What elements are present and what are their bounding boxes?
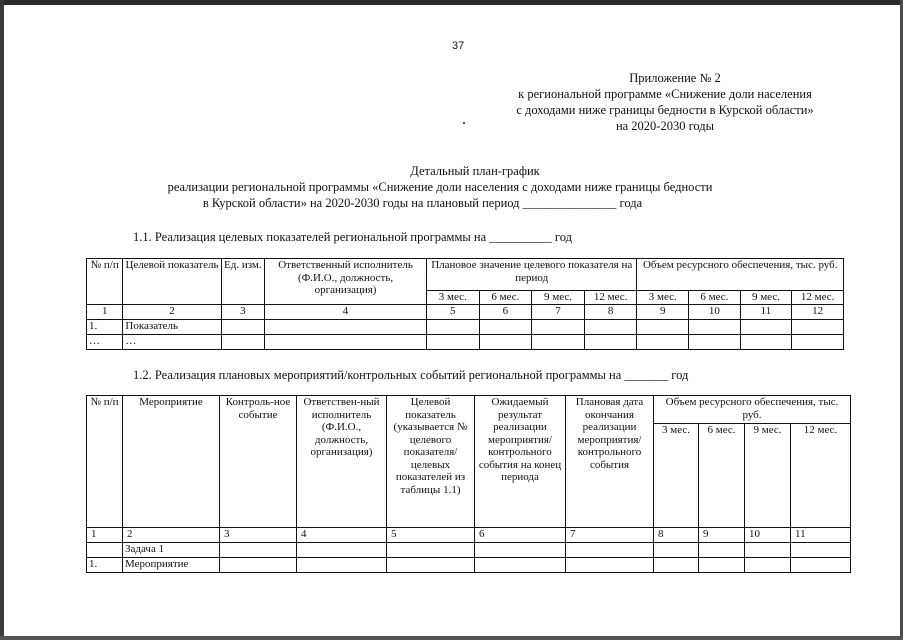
t2-header-num: № п/п <box>87 396 123 528</box>
table-cell: Задача 1 <box>123 543 220 558</box>
t2-index-cell: 7 <box>566 528 654 543</box>
table-cell <box>265 319 427 334</box>
t1-header-executor: Ответственный исполнитель (Ф.И.О., должность, организация) <box>265 259 427 305</box>
t1-index-cell: 6 <box>479 304 532 319</box>
title-line-1: Детальный план-график <box>410 164 540 178</box>
t2-index-row <box>87 528 851 543</box>
table-cell <box>791 543 851 558</box>
table-cell <box>654 558 699 573</box>
t1-index-cell: 8 <box>584 304 637 319</box>
table-cell: … <box>87 334 123 349</box>
t1-period: 9 мес. <box>532 291 585 305</box>
t1-header-plan: Плановое значение целевого показателя на период <box>426 259 636 291</box>
t2-header-result: Ожидаемый результат реализации мероприятия/ контрольного события на конец периода <box>475 396 566 528</box>
t2-period: 12 мес. <box>791 424 851 528</box>
section-1-heading: 1.1. Реализация целевых показателей региональной программы на __________ год <box>133 230 572 244</box>
table-cell <box>745 543 791 558</box>
t1-index-row <box>87 304 844 319</box>
t2-period: 9 мес. <box>745 424 791 528</box>
section-2-heading: 1.2. Реализация плановых мероприятий/контрольных событий региональной программы на _______ год <box>133 368 689 382</box>
table-cell <box>745 558 791 573</box>
table-cell <box>387 543 475 558</box>
table-cell <box>297 543 387 558</box>
table-cell <box>532 319 585 334</box>
appendix-line-2: к региональной программе «Снижение доли населения <box>518 87 812 101</box>
table-cell <box>221 319 265 334</box>
table-cell: 1. <box>87 558 123 573</box>
t1-header-resources: Объем ресурсного обеспечения, тыс. руб. <box>637 259 844 291</box>
activities-table <box>86 395 851 573</box>
scan-edge-top <box>0 0 903 5</box>
table-cell <box>87 543 123 558</box>
table2-header-row <box>87 396 851 424</box>
table1-header-row <box>87 259 844 291</box>
t1-index-cell: 4 <box>265 304 427 319</box>
t2-index-cell: 9 <box>699 528 745 543</box>
t2-index-cell: 11 <box>791 528 851 543</box>
table-cell <box>792 334 844 349</box>
table-cell <box>637 319 689 334</box>
table-cell <box>584 334 637 349</box>
table-cell <box>220 558 297 573</box>
t2-index-cell: 10 <box>745 528 791 543</box>
table-cell <box>740 334 792 349</box>
table-cell <box>792 319 844 334</box>
table-cell <box>740 319 792 334</box>
table-cell: … <box>123 334 221 349</box>
table-row <box>87 319 844 334</box>
t1-period: 6 мес. <box>689 291 741 305</box>
table-cell <box>387 558 475 573</box>
table-cell <box>699 558 745 573</box>
t1-header-num: № п/п <box>87 259 123 305</box>
table-cell: Мероприятие <box>123 558 220 573</box>
t2-index-cell: 6 <box>475 528 566 543</box>
appendix-line-3: с доходами ниже границы бедности в Курской области» <box>516 103 814 117</box>
indicators-table <box>86 258 844 350</box>
t2-period: 3 мес. <box>654 424 699 528</box>
scan-edge-bottom <box>0 636 903 640</box>
table-cell <box>654 543 699 558</box>
t1-index-cell: 12 <box>792 304 844 319</box>
scan-edge-left <box>0 0 4 640</box>
t1-index-cell: 3 <box>221 304 265 319</box>
t2-index-cell: 5 <box>387 528 475 543</box>
t1-index-cell: 2 <box>123 304 221 319</box>
t2-index-cell: 2 <box>123 528 220 543</box>
t2-header-indicator: Целевой показатель (указывается № целевого показателя/ целевых показателей из таблицы 1.1) <box>387 396 475 528</box>
appendix-block <box>470 70 860 134</box>
table-cell <box>265 334 427 349</box>
t2-index-cell: 8 <box>654 528 699 543</box>
t1-period: 3 мес. <box>426 291 479 305</box>
appendix-line-1: Приложение № 2 <box>629 71 721 85</box>
table-row <box>87 558 851 573</box>
t1-index-cell: 10 <box>689 304 741 319</box>
table-cell <box>637 334 689 349</box>
t1-index-cell: 1 <box>87 304 123 319</box>
t2-header-resources: Объем ресурсного обеспечения, тыс. руб. <box>654 396 851 424</box>
table-cell <box>566 558 654 573</box>
t1-header-unit: Ед. изм. <box>221 259 265 305</box>
table-cell <box>426 334 479 349</box>
document-title <box>120 163 820 211</box>
t1-index-cell: 5 <box>426 304 479 319</box>
t2-index-cell: 3 <box>220 528 297 543</box>
table-cell <box>566 543 654 558</box>
table-cell <box>532 334 585 349</box>
table-cell: 1. <box>87 319 123 334</box>
table-cell <box>297 558 387 573</box>
t1-header-indicator: Целевой показатель <box>123 259 221 305</box>
table-cell <box>791 558 851 573</box>
t1-period: 9 мес. <box>740 291 792 305</box>
t1-period: 6 мес. <box>479 291 532 305</box>
t2-index-cell: 1 <box>87 528 123 543</box>
table-cell <box>479 319 532 334</box>
t2-header-control: Контроль-ное событие <box>220 396 297 528</box>
page-number: 37 <box>452 40 465 52</box>
scan-speck <box>463 122 465 124</box>
table-cell <box>689 319 741 334</box>
table-cell <box>475 543 566 558</box>
table-row <box>87 334 844 349</box>
t2-header-activity: Мероприятие <box>123 396 220 528</box>
t1-index-cell: 9 <box>637 304 689 319</box>
t1-period: 3 мес. <box>637 291 689 305</box>
t1-index-cell: 7 <box>532 304 585 319</box>
table-cell <box>220 543 297 558</box>
table-cell <box>479 334 532 349</box>
table-cell <box>475 558 566 573</box>
t1-period: 12 мес. <box>584 291 637 305</box>
table-cell <box>699 543 745 558</box>
table-cell <box>689 334 741 349</box>
t1-index-cell: 11 <box>740 304 792 319</box>
t1-period: 12 мес. <box>792 291 844 305</box>
t2-period: 6 мес. <box>699 424 745 528</box>
title-line-2: реализации региональной программы «Снижение доли населения с доходами ниже границы бедности <box>167 180 713 194</box>
t2-header-deadline: Плановая дата окончания реализации мероприятия/ контрольного события <box>566 396 654 528</box>
table-cell <box>221 334 265 349</box>
t2-header-executor: Ответствен-ный исполнитель (Ф.И.О., должность, организация) <box>297 396 387 528</box>
table-cell: Показатель <box>123 319 221 334</box>
table-cell <box>426 319 479 334</box>
t2-index-cell: 4 <box>297 528 387 543</box>
title-line-3: в Курской области» на 2020-2030 годы на плановый период _______________ года <box>202 196 643 210</box>
appendix-line-4: на 2020-2030 годы <box>615 119 715 133</box>
table-cell <box>584 319 637 334</box>
table-row <box>87 543 851 558</box>
